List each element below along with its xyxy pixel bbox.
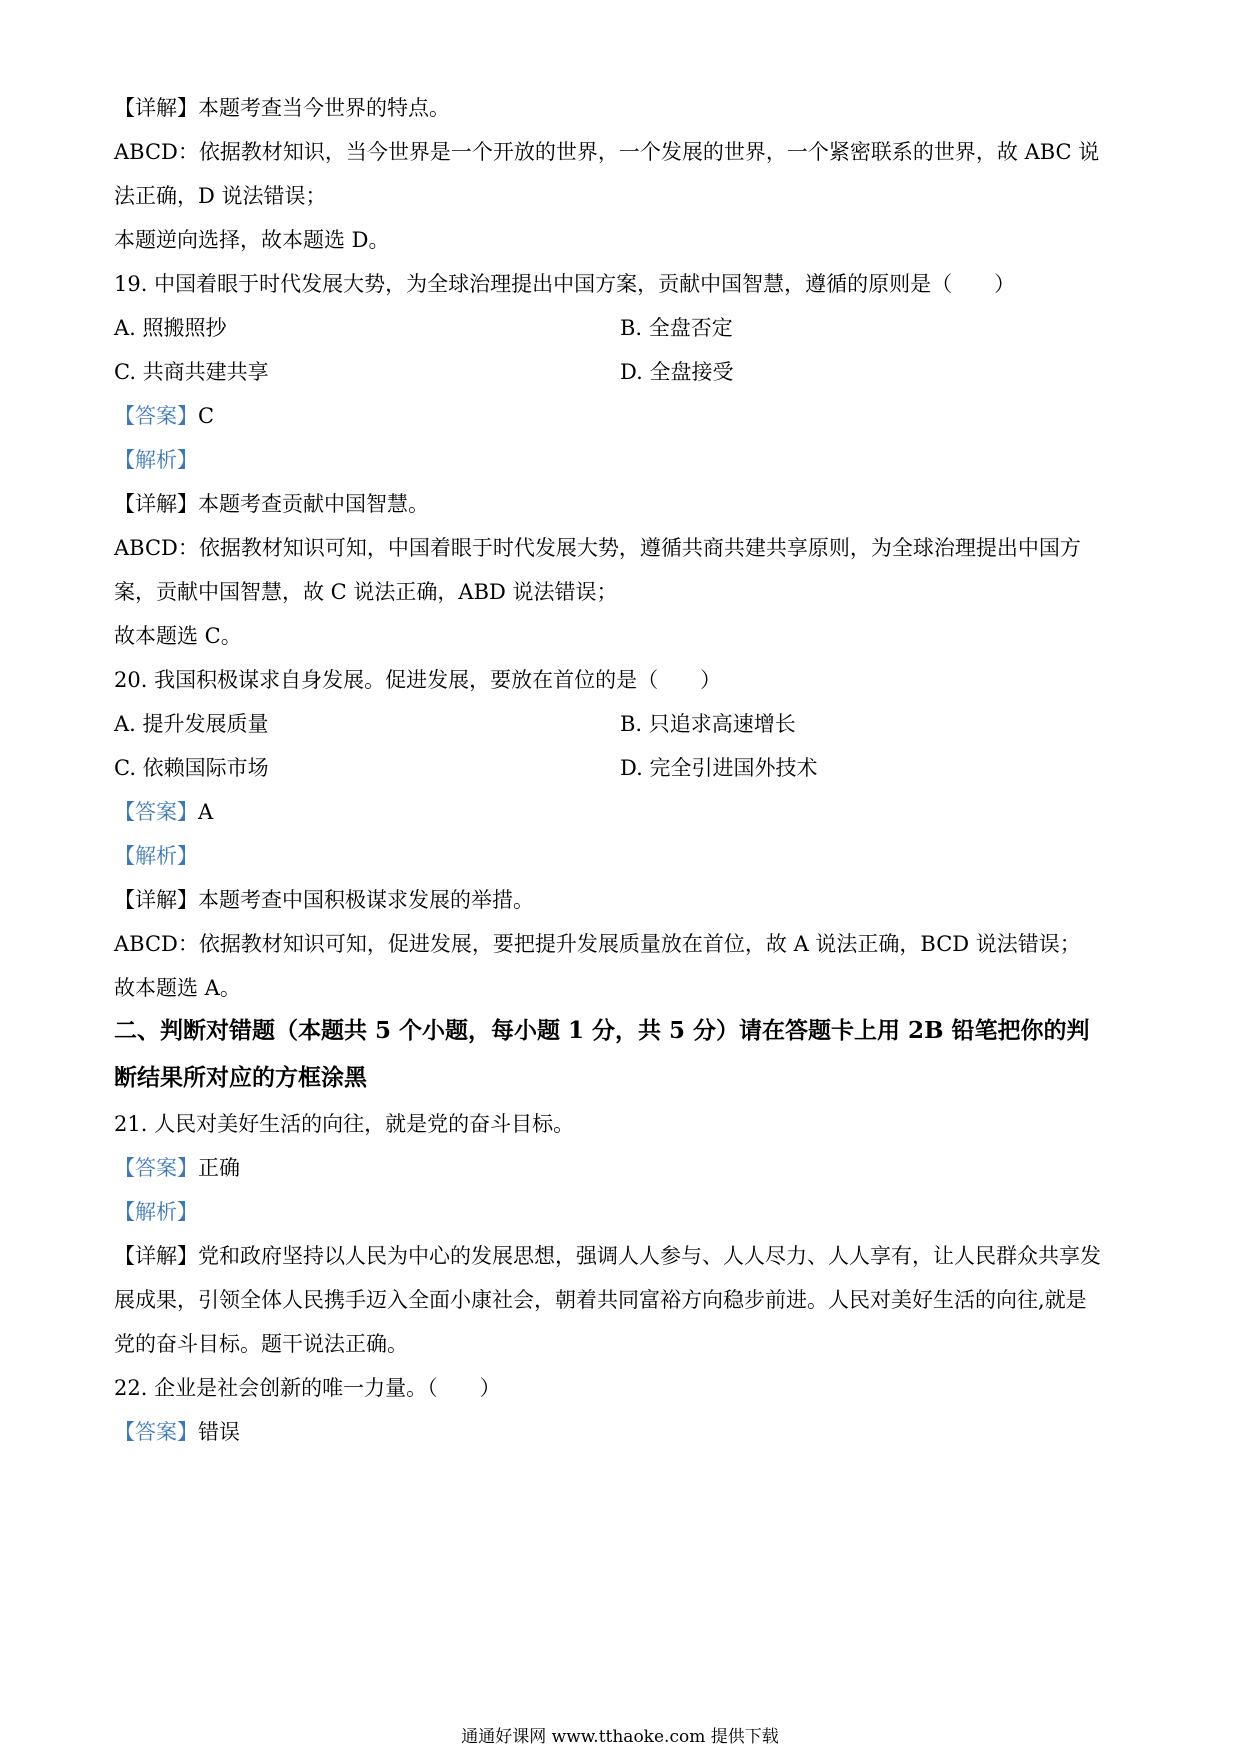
- q19-conclusion: 故本题选 C。: [114, 624, 242, 648]
- q18-detail: 【详解】本题考查当今世界的特点。: [114, 96, 450, 120]
- q21-analysis-label: 【解析】: [114, 1200, 198, 1224]
- page-footer: 通通好课网 www.tthaoke.com 提供下载: [461, 1727, 779, 1747]
- q20-analysis-line1: ABCD：依据教材知识可知，促进发展，要把提升发展质量放在首位，故 A 说法正确，BCD 说法错误；: [114, 932, 1081, 956]
- q21-detail-line1: 【详解】党和政府坚持以人民为中心的发展思想，强调人人参与、人人尽力、人人享有，让人民群众共享发: [114, 1244, 1101, 1268]
- q19-option-a: A. 照搬照抄: [114, 316, 227, 340]
- answer-label: 【答案】: [114, 404, 198, 428]
- q19-option-b: B. 全盘否定: [620, 316, 733, 340]
- q19-stem: 19. 中国着眼于时代发展大势，为全球治理提出中国方案，贡献中国智慧，遵循的原则是（ ）: [114, 272, 1016, 296]
- answer-value: C: [198, 404, 215, 428]
- q20-stem: 20. 我国积极谋求自身发展。促进发展，要放在首位的是（ ）: [114, 668, 722, 692]
- q19-answer: [114, 402, 214, 430]
- q20-option-b: B. 只追求高速增长: [620, 712, 796, 736]
- answer-label: 【答案】: [114, 800, 198, 824]
- q21-detail-line3: 党的奋斗目标。题干说法正确。: [114, 1332, 408, 1356]
- answer-label: 【答案】: [114, 1420, 198, 1444]
- q19-analysis-label: 【解析】: [114, 448, 198, 472]
- answer-value: 正确: [198, 1156, 240, 1180]
- q20-detail: 【详解】本题考查中国积极谋求发展的举措。: [114, 888, 534, 912]
- q19-option-d: D. 全盘接受: [620, 360, 734, 384]
- answer-label: 【答案】: [114, 1156, 198, 1180]
- q20-conclusion: 故本题选 A。: [114, 976, 241, 1000]
- q21-detail-line2: 展成果，引领全体人民携手迈入全面小康社会，朝着共同富裕方向稳步前进。人民对美好生活的向往,就是: [114, 1288, 1087, 1312]
- q22-answer: [114, 1418, 240, 1446]
- q22-stem: 22. 企业是社会创新的唯一力量。（ ）: [114, 1376, 501, 1400]
- answer-value: A: [198, 800, 214, 824]
- q21-stem: 21. 人民对美好生活的向往，就是党的奋斗目标。: [114, 1112, 575, 1136]
- q19-analysis-line2: 案，贡献中国智慧，故 C 说法正确，ABD 说法错误；: [114, 580, 618, 604]
- q20-option-c: C. 依赖国际市场: [114, 756, 269, 780]
- answer-value: 错误: [198, 1420, 240, 1444]
- q19-option-c: C. 共商共建共享: [114, 360, 269, 384]
- q18-analysis-line2: 法正确，D 说法错误；: [114, 184, 327, 208]
- q19-detail: 【详解】本题考查贡献中国智慧。: [114, 492, 429, 516]
- q20-answer: [114, 798, 213, 826]
- section2-title-line2: 断结果所对应的方框涂黑: [114, 1064, 367, 1091]
- q21-answer: [114, 1154, 240, 1182]
- q20-option-d: D. 完全引进国外技术: [620, 756, 818, 780]
- q18-analysis-line1: ABCD：依据教材知识，当今世界是一个开放的世界，一个发展的世界，一个紧密联系的世界，故 ABC 说: [114, 140, 1100, 164]
- section2-title-line1: 二、判断对错题（本题共 5 个小题，每小题 1 分，共 5 分）请在答题卡上用 2B 铅笔把你的判: [114, 1017, 1090, 1044]
- q20-option-a: A. 提升发展质量: [114, 712, 269, 736]
- q18-conclusion: 本题逆向选择，故本题选 D。: [114, 228, 390, 252]
- q20-analysis-label: 【解析】: [114, 844, 198, 868]
- q19-analysis-line1: ABCD：依据教材知识可知，中国着眼于时代发展大势，遵循共商共建共享原则，为全球治理提出中国方: [114, 536, 1081, 560]
